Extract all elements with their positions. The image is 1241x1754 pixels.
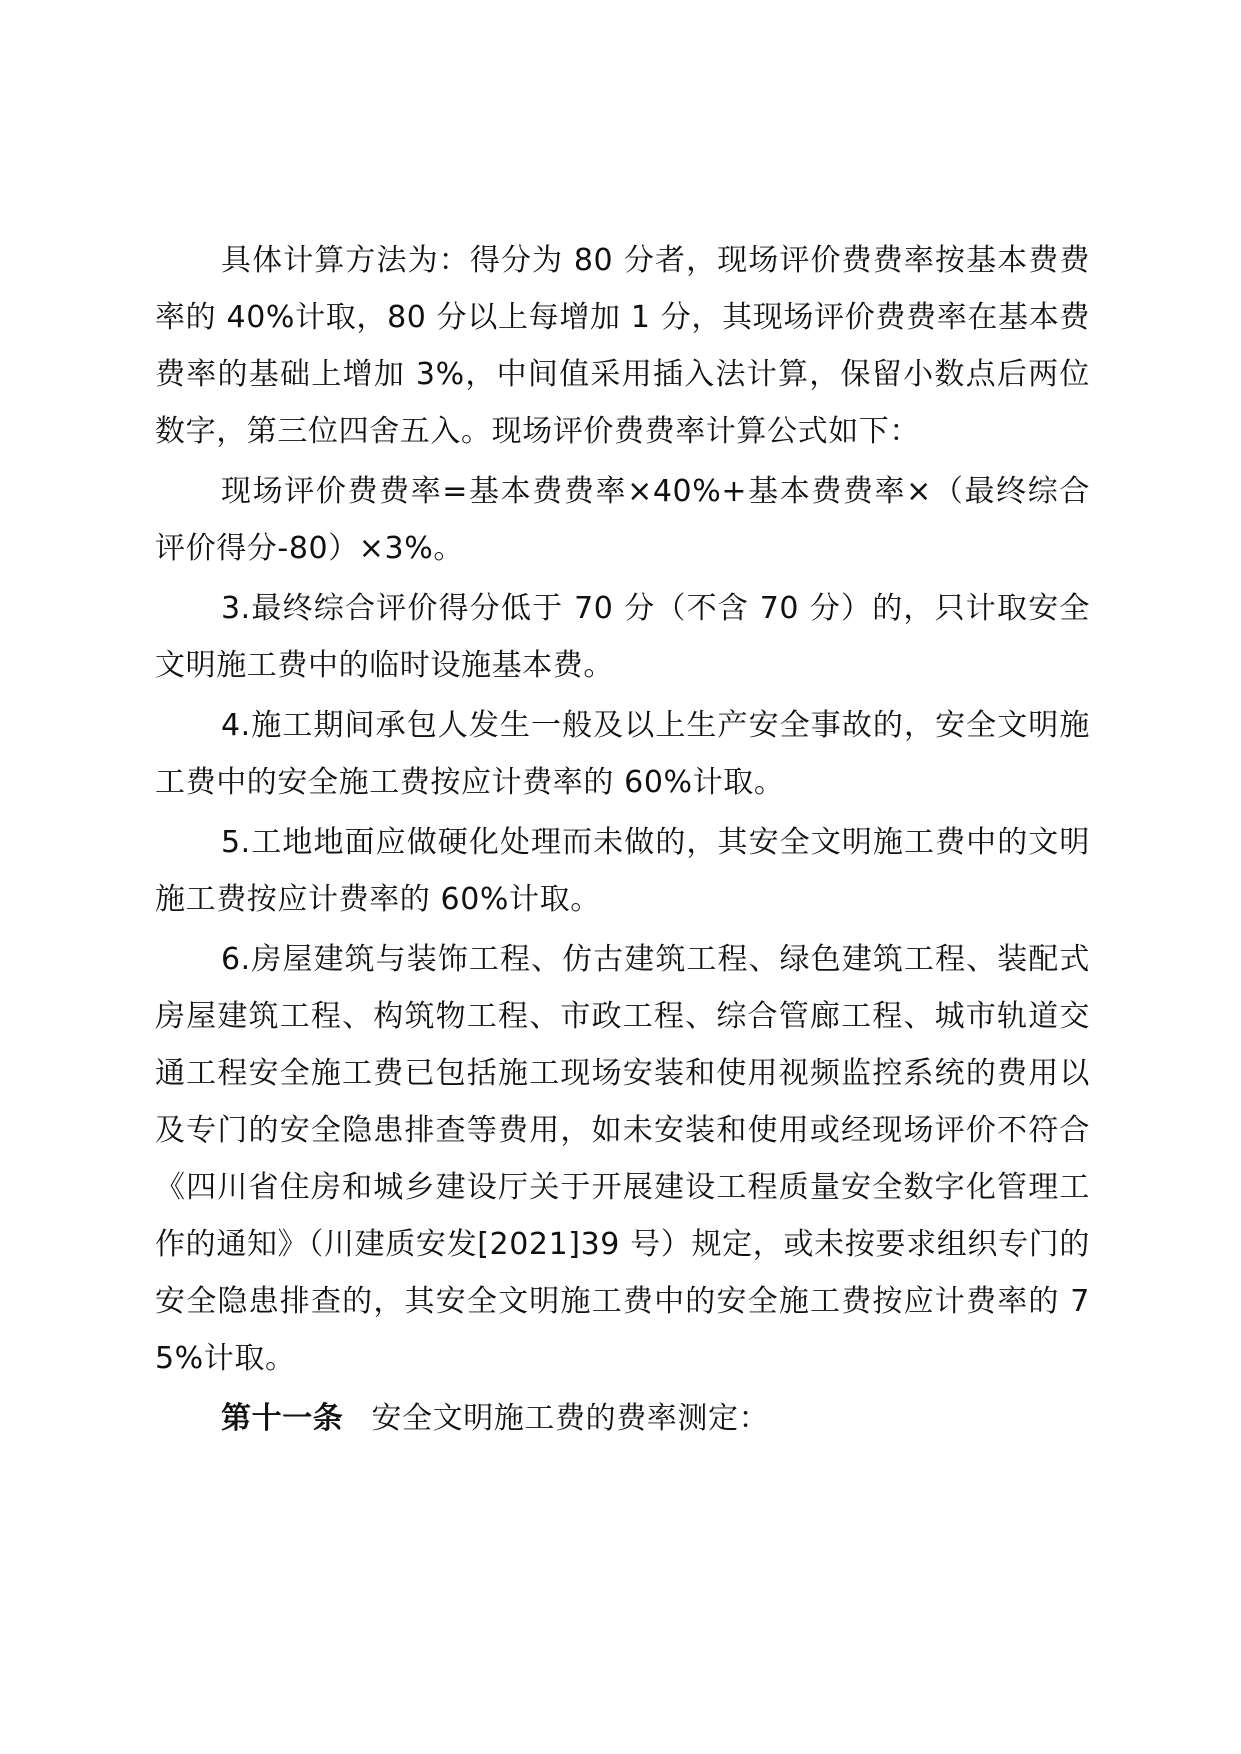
article-number: 第十一条 <box>221 1401 344 1436</box>
paragraph-formula: 现场评价费费率=基本费费率×40%+基本费费率×（最终综合评价得分-80）×3%。 <box>155 474 1090 566</box>
paragraph-calculation-method: 具体计算方法为：得分为 80 分者，现场评价费费率按基本费费率的 40%计取，80 分以上每增加 1 分，其现场评价费费率在基本费费率的基础上增加 3%，中间值采用插入法计算，保留小数点后两位数字，第三位四舍五入。现场评价费费率计算公式如下： <box>155 243 1090 449</box>
article-eleven <box>155 1390 1090 1447</box>
paragraph-item-4: 4.施工期间承包人发生一般及以上生产安全事故的，安全文明施工费中的安全施工费按应计费率的 60%计取。 <box>155 708 1090 800</box>
paragraph-item-3: 3.最终综合评价得分低于 70 分（不含 70 分）的，只计取安全文明施工费中的临时设施基本费。 <box>155 591 1090 683</box>
paragraph-item-6: 6.房屋建筑与装饰工程、仿古建筑工程、绿色建筑工程、装配式房屋建筑工程、构筑物工程、市政工程、综合管廊工程、城市轨道交通工程安全施工费已包括施工现场安装和使用视频监控系统的费用以及专门的安全隐患排查等费用，如未安装和使用或经现场评价不符合《四川省住房和城乡建设厅关于开展建设工程质量安全数字化管理工作的通知》（川建质安发[2021]39 号）规定，或未按要求组织专门的安全隐患排查的，其安全文明施工费中的安全施工费按应计费率的 75%计取。 <box>155 942 1090 1376</box>
paragraph-item-5: 5.工地地面应做硬化处理而未做的，其安全文明施工费中的文明施工费按应计费率的 60%计取。 <box>155 825 1090 917</box>
article-text: 安全文明施工费的费率测定： <box>371 1401 770 1436</box>
document-page <box>155 232 1090 1450</box>
